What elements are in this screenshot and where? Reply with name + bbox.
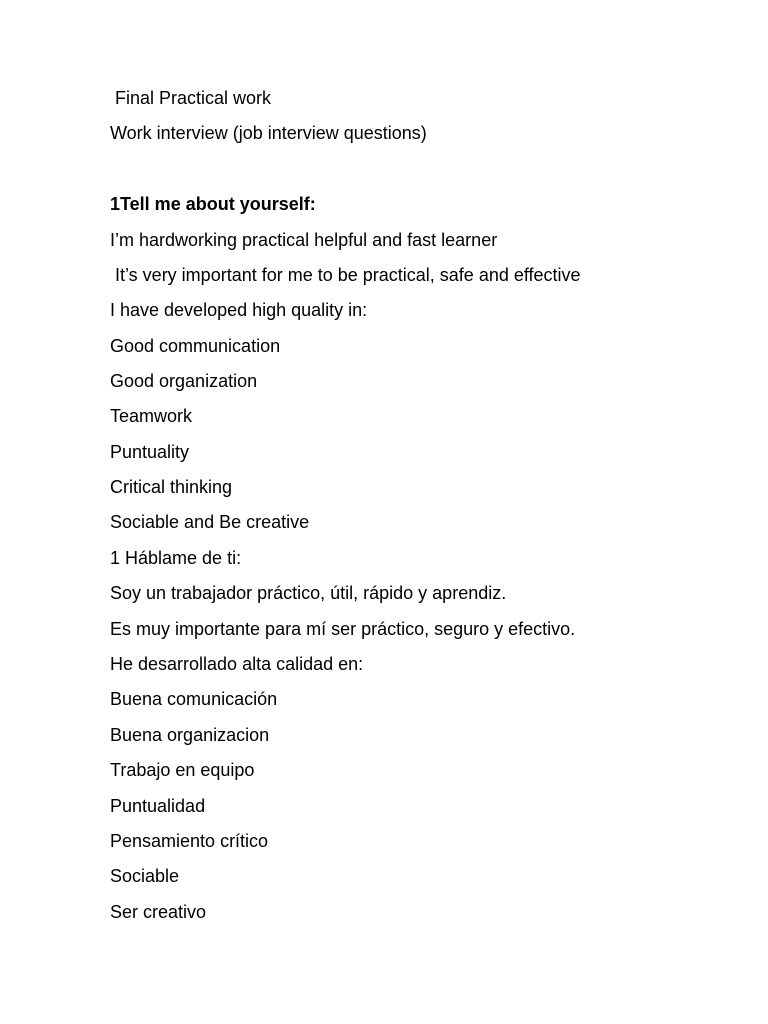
list-item: Critical thinking — [110, 477, 233, 497]
document-title: Final Practical work — [110, 88, 272, 108]
list-item: Puntuality — [110, 442, 190, 462]
document-subtitle: Work interview (job interview questions) — [110, 123, 427, 143]
list-item: Pensamiento crítico — [110, 831, 269, 851]
list-item: Buena organizacion — [110, 725, 270, 745]
question-heading-en: 1Tell me about yourself: — [110, 194, 316, 214]
list-item: Trabajo en equipo — [110, 760, 255, 780]
answer-line: He desarrollado alta calidad en: — [110, 654, 364, 674]
answer-line: I have developed high quality in: — [110, 300, 368, 320]
answer-line: I’m hardworking practical helpful and fast learner — [110, 230, 498, 250]
list-item: Sociable and Be creative — [110, 512, 310, 532]
list-item: Ser creativo — [110, 902, 207, 922]
list-item: Sociable — [110, 866, 180, 886]
list-item: Buena comunicación — [110, 689, 278, 709]
list-item: Teamwork — [110, 406, 193, 426]
answer-line: It’s very important for me to be practical, safe and effective — [110, 265, 581, 285]
list-item: Good communication — [110, 336, 281, 356]
question-heading-es: 1 Háblame de ti: — [110, 548, 242, 568]
list-item: Puntualidad — [110, 796, 206, 816]
list-item: Good organization — [110, 371, 258, 391]
answer-line: Soy un trabajador práctico, útil, rápido y aprendiz. — [110, 583, 507, 603]
answer-line: Es muy importante para mí ser práctico, seguro y efectivo. — [110, 619, 576, 639]
